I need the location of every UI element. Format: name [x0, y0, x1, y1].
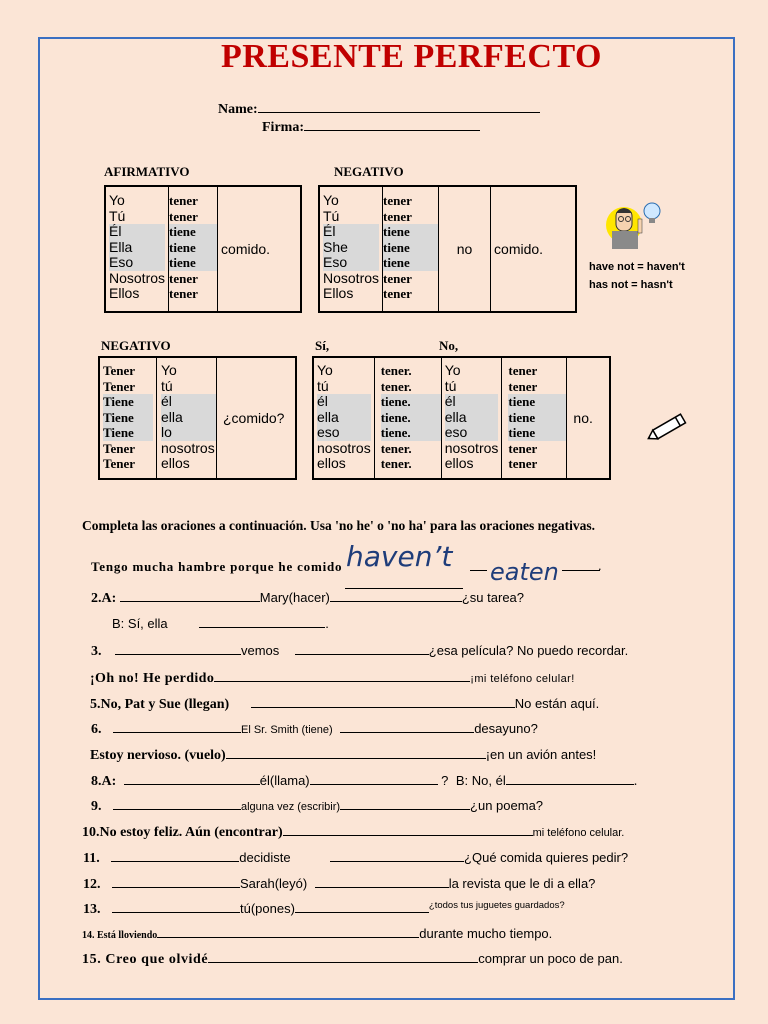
exercise-8[interactable]: 8.A: él(llama) ? B: No, él .: [91, 773, 638, 789]
negative-verb: tener: [383, 270, 412, 286]
handwritten-eaten: eaten: [487, 558, 562, 586]
note-line-1: have not = haven't: [589, 261, 685, 273]
handwritten-havent: haven’t: [346, 540, 453, 573]
negative-verb: tiene: [383, 240, 438, 256]
exercise-14[interactable]: 14. Está lloviendo durante mucho tiempo.: [82, 926, 553, 941]
no-verb: tiene: [508, 410, 566, 426]
exercise-2[interactable]: 2.A: Mary(hacer) ¿su tarea?: [91, 590, 525, 606]
affirmative-subject: Nosotros: [109, 269, 166, 286]
affirmative-table: [104, 185, 302, 313]
exercise-6[interactable]: 6. El Sr. Smith (tiene) desayuno?: [91, 721, 538, 737]
no-subject: Yo: [444, 362, 461, 378]
firma-field[interactable]: Firma:: [262, 116, 480, 136]
no-subject: nosotros: [444, 439, 499, 456]
affirmative-verb: tener: [169, 208, 198, 224]
exercise-4[interactable]: ¡Oh no! He perdido ¡mi teléfono celular!: [90, 671, 575, 686]
si-subject: nosotros: [317, 439, 371, 456]
answers-table: [312, 356, 611, 480]
no-label: No,: [439, 338, 459, 353]
no-verb: tener: [508, 440, 538, 456]
affirmative-participle: comido.: [218, 186, 301, 312]
question-verb: Tiene: [103, 410, 153, 426]
no-subject: tú: [444, 377, 457, 394]
question-verb: Tener: [103, 456, 136, 471]
negative-subject: Nosotros: [323, 269, 380, 286]
si-subject: ella: [317, 410, 371, 426]
negative-verb: tener: [383, 208, 412, 224]
question-verb: Tener: [103, 440, 136, 456]
si-subject: él: [317, 394, 371, 410]
negative-label: NEGATIVO: [334, 164, 404, 179]
affirmative-subject: Eso: [109, 255, 165, 271]
pencil-icon: [645, 408, 695, 449]
no-verb: tener: [508, 363, 538, 378]
exercise-5[interactable]: 5.No, Pat y Sue (llegan) No están aquí.: [90, 696, 600, 712]
affirmative-verb: tener: [169, 286, 198, 301]
affirmative-verb: tiene: [169, 224, 217, 240]
no-subject: ella: [445, 410, 499, 426]
instructions: Completa las oraciones a continuación. Usa 'no he' o 'no ha' para las oraciones negativas.: [82, 518, 596, 533]
negative-no: no: [439, 186, 491, 312]
affirmative-subject: Él: [109, 224, 165, 240]
teacher-lightbulb-icon: [604, 197, 666, 258]
negative-subject: Él: [323, 224, 379, 240]
negative-table: [318, 185, 577, 313]
question-participle: ¿comido?: [217, 357, 297, 479]
negative-subject: Yo: [323, 192, 339, 208]
exercise-1: Tengo mucha hambre porque he comido: [91, 559, 343, 574]
si-verb: tener.: [380, 363, 412, 378]
exercise-7[interactable]: Estoy nervioso. (vuelo) ¡en un avión antes!: [90, 747, 597, 763]
exercise-15[interactable]: 15. Creo que olvidé comprar un poco de pan.: [82, 951, 623, 967]
si-verb: tener.: [380, 440, 412, 456]
question-verb: Tener: [103, 378, 136, 394]
note-line-2: has not = hasn't: [589, 279, 673, 291]
question-verb: Tener: [103, 363, 136, 378]
si-verb: tiene.: [381, 394, 441, 410]
si-verb: tener.: [380, 378, 412, 394]
question-table: [98, 356, 297, 480]
question-label: NEGATIVO: [101, 338, 171, 353]
exercise-2b[interactable]: B: Sí, ella .: [112, 616, 329, 631]
question-subject: nosotros: [161, 439, 215, 456]
affirmative-subject: Ella: [109, 240, 165, 256]
affirmative-verb: tener: [169, 193, 198, 208]
question-subject: lo: [161, 425, 216, 441]
negative-subject: Ellos: [323, 285, 354, 301]
no-verb: tener: [508, 378, 538, 394]
question-verb: Tiene: [103, 425, 153, 441]
exercise-12[interactable]: 12. Sarah(leyó) la revista que le di a ella?: [83, 876, 596, 892]
no-verb: tener: [508, 456, 538, 471]
affirmative-subject: Ellos: [109, 285, 140, 301]
page-title: PRESENTE PERFECTO: [220, 38, 602, 75]
no-subject: eso: [445, 425, 499, 441]
si-verb: tiene.: [381, 425, 441, 441]
si-subject: tú: [317, 377, 329, 394]
affirmative-verb: tiene: [169, 240, 217, 256]
question-verb: Tiene: [103, 394, 153, 410]
si-verb: tiene.: [381, 410, 441, 426]
si-subject: ellos: [317, 455, 346, 471]
exercise-3[interactable]: 3. vemos ¿esa película? No puedo recordar.: [91, 643, 629, 659]
affirmative-label: AFIRMATIVO: [104, 164, 190, 179]
negative-subject: She: [323, 240, 379, 256]
no-subject: ellos: [444, 455, 474, 471]
no-verb: tiene: [508, 425, 566, 441]
affirmative-subject: Tú: [109, 207, 126, 224]
affirmative-verb: tener: [169, 270, 198, 286]
question-subject: Yo: [161, 362, 177, 378]
affirmative-subject: Yo: [109, 192, 125, 208]
negative-subject: Eso: [323, 255, 379, 271]
si-subject: Yo: [317, 362, 333, 378]
negative-verb: tiene: [383, 224, 438, 240]
exercise-11[interactable]: 11. decidiste ¿Qué comida quieres pedir?: [83, 850, 629, 866]
exercise-9[interactable]: 9. alguna vez (escribir) ¿un poema?: [91, 798, 544, 814]
si-verb: tener.: [380, 456, 412, 471]
question-subject: ellos: [161, 455, 190, 471]
negative-subject: Tú: [323, 207, 340, 224]
si-label: Sí,: [315, 338, 330, 353]
affirmative-verb: tiene: [169, 255, 217, 271]
no-subject: él: [445, 394, 499, 410]
si-subject: eso: [317, 425, 371, 441]
question-subject: ella: [161, 410, 216, 426]
negative-verb: tener: [383, 193, 412, 208]
name-field[interactable]: Name:: [218, 98, 540, 118]
negative-verb: tener: [383, 286, 412, 301]
exercise-10[interactable]: 10.No estoy feliz. Aún (encontrar) mi teléfono celular.: [82, 825, 625, 840]
question-subject: tú: [161, 377, 173, 394]
exercise-13[interactable]: 13. tú(pones) $^{¿todos tus juguetes guardados?}$: [83, 900, 565, 917]
negative-participle: comido.: [491, 186, 576, 312]
no-verb: tiene: [508, 394, 566, 410]
negative-verb: tiene: [383, 255, 438, 271]
question-subject: él: [161, 394, 216, 410]
answers-no: no.: [567, 357, 610, 479]
